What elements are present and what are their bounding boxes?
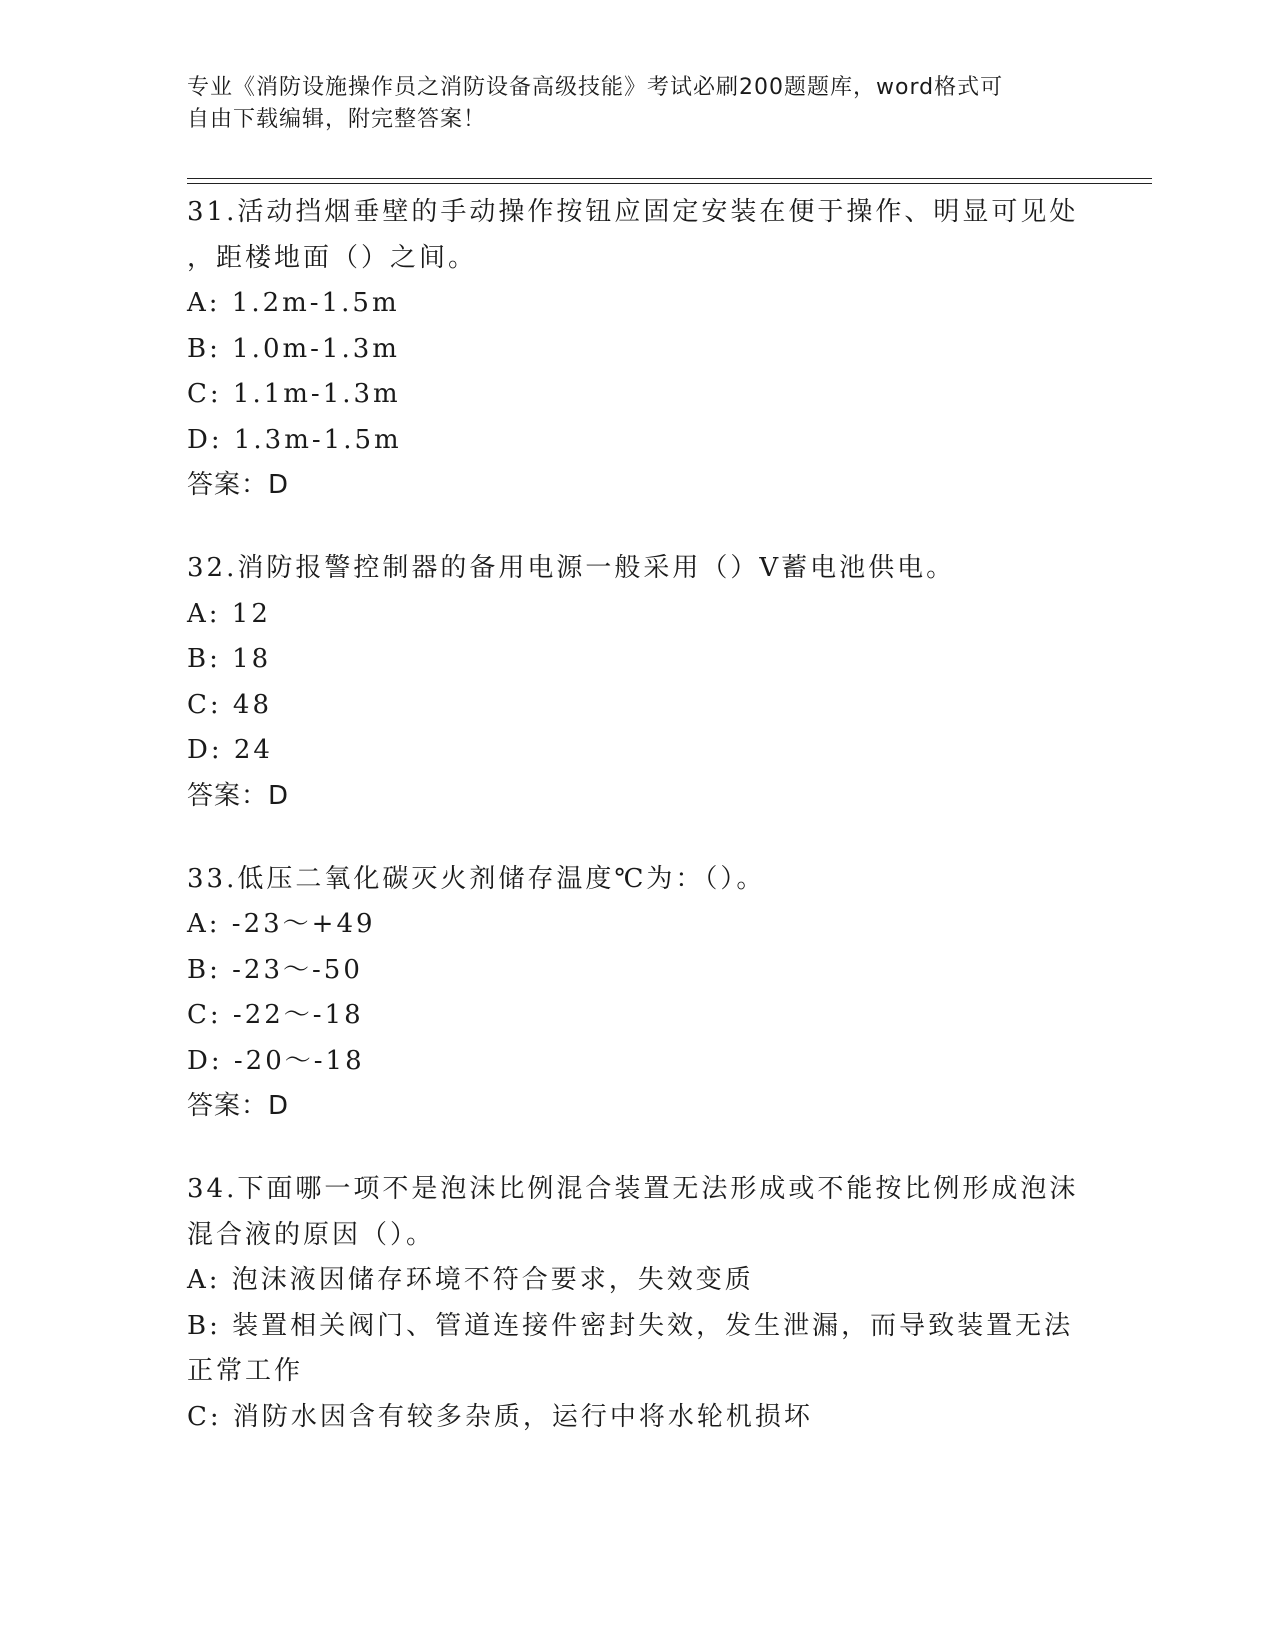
option-c: C: -22～-18	[187, 1000, 364, 1030]
option-a: A: 12	[187, 598, 271, 629]
option-d: D: 1.3m-1.5m	[187, 424, 402, 455]
answer: 答案：D	[187, 780, 290, 811]
question-stem: 混合液的原因（）。	[187, 1219, 436, 1250]
question-stem: 31.活动挡烟垂壁的手动操作按钮应固定安装在便于操作、明显可见处	[187, 197, 1079, 227]
question-stem: 33.低压二氧化碳灭火剂储存温度℃为：（）。	[187, 863, 766, 894]
option-d: D: 24	[187, 735, 273, 765]
question-stem: 32.消防报警控制器的备用电源一般采用（）V蓄电池供电。	[187, 553, 956, 583]
header-rule-bottom	[187, 183, 1152, 184]
answer: 答案：D	[187, 470, 290, 500]
answer: 答案：D	[187, 1091, 290, 1121]
option-c: C: 消防水因含有较多杂质，运行中将水轮机损坏	[187, 1401, 813, 1432]
header-line-1: 专业《消防设施操作员之消防设备高级技能》考试必刷200题题库，word格式可	[187, 75, 1004, 100]
question-list	[187, 190, 1087, 1478]
option-b: B: -23～-50	[187, 954, 363, 985]
document-header	[187, 72, 1087, 136]
question-33	[187, 857, 1087, 1130]
option-b: B: 1.0m-1.3m	[187, 333, 400, 364]
question-stem: ，距楼地面（）之间。	[187, 242, 478, 273]
question-34	[187, 1167, 1087, 1440]
option-c: C: 1.1m-1.3m	[187, 379, 401, 409]
question-32	[187, 546, 1087, 819]
option-b-continued: 正常工作	[187, 1356, 304, 1386]
option-a: A: 泡沫液因储存环境不符合要求，失效变质	[187, 1265, 754, 1295]
question-31	[187, 190, 1087, 508]
option-a: A: -23～+49	[187, 909, 376, 939]
question-stem: 34.下面哪一项不是泡沫比例混合装置无法形成或不能按比例形成泡沫	[187, 1174, 1079, 1204]
header-line-2: 自由下载编辑，附完整答案！	[187, 107, 487, 132]
option-b: B: 装置相关阀门、管道连接件密封失效，发生泄漏，而导致装置无法	[187, 1310, 1074, 1341]
option-a: A: 1.2m-1.5m	[187, 288, 400, 318]
option-d: D: -20～-18	[187, 1045, 365, 1076]
option-b: B: 18	[187, 644, 272, 674]
option-c: C: 48	[187, 689, 273, 720]
header-rule-top	[187, 178, 1152, 179]
